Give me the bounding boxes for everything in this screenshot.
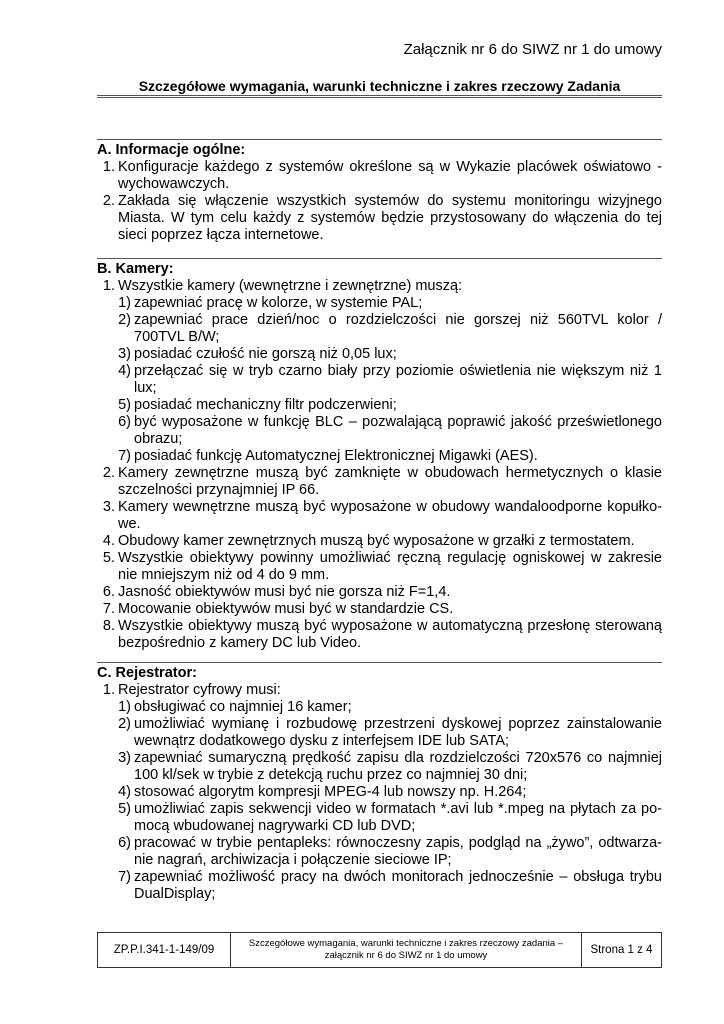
footer-reference: ZP.P.I.341-1-149/09: [98, 933, 231, 967]
list-item: 1. Konfiguracje każdego z systemów określone są w Wykazie placówek oświatowo - wychowawczych.: [102, 159, 662, 192]
section-a: [97, 142, 662, 244]
list-item: 1. Rejestrator cyfrowy musi:: [102, 682, 281, 698]
list-subitem: 1) zapewniać pracę w kolorze, w systemie PAL;: [118, 295, 423, 311]
list-subitem: 3) zapewniać sumaryczną prędkość zapisu dla rozdzielczości 720x576 co najmniej 100 kl/sek w trybie z detekcją ruchu przez co najmniej 30 dni;: [118, 750, 662, 783]
list-subitem: 7) posiadać funkcję Automatycznej Elektronicznej Migawki (AES).: [118, 448, 538, 464]
section-a-heading: A. Informacje ogólne:: [97, 142, 246, 158]
list-item: 4. Obudowy kamer zewnętrznych muszą być wyposażone w grzałki z termostatem.: [102, 533, 635, 549]
list-subitem: 6) być wyposażone w funkcję BLC – pozwalającą poprawić jakość prześwietlonego obrazu;: [118, 414, 662, 447]
list-subitem: 2) umożliwiać wymianę i rozbudowę przestrzeni dyskowej poprzez zainstalowanie wewnątrz dodatkowego dysku z interfejsem IDE lub SATA;: [118, 716, 662, 749]
list-subitem: 7) zapewniać możliwość pracy na dwóch monitorach jednocześnie – obsługa trybu DualDisplay;: [118, 869, 662, 902]
list-item: 1. Wszystkie kamery (wewnętrzne i zewnętrzne) muszą:: [102, 278, 463, 294]
list-subitem: 4) stosować algorytm kompresji MPEG-4 lub nowszy np. H.264;: [118, 784, 527, 800]
section-b-heading: B. Kamery:: [97, 261, 174, 277]
section-c-heading: C. Rejestrator:: [97, 665, 197, 681]
list-item: 3. Kamery wewnętrzne muszą być wyposażone w obudowy wandaloodporne kopułko-we.: [102, 499, 662, 532]
section-b-divider: [97, 258, 662, 259]
attachment-label: Załącznik nr 6 do SIWZ nr 1 do umowy: [403, 41, 662, 58]
list-subitem: 1) obsługiwać co najmniej 16 kamer;: [118, 699, 352, 715]
list-subitem: 3) posiadać czułość nie gorszą niż 0,05 lux;: [118, 346, 397, 362]
document-title: Szczegółowe wymagania, warunki techniczne i zakres rzeczowy Zadania: [138, 78, 621, 94]
list-item: 2. Kamery zewnętrzne muszą być zamknięte w obudowach hermetycznych o klasie szczelności przynajmniej IP 66.: [102, 465, 662, 498]
list-item: 7. Mocowanie obiektywów musi być w standardzie CS.: [102, 601, 454, 617]
page-number: Strona 1 z 4: [590, 944, 653, 956]
list-subitem: 5) posiadać mechaniczny filtr podczerwieni;: [118, 397, 397, 413]
title-divider: [97, 95, 662, 98]
section-c: [97, 665, 662, 903]
list-item: 8. Wszystkie obiektywy muszą być wyposażone w automatyczną przesłonę sterowaną bezpośrednio z kamery DC lub Video.: [102, 618, 662, 651]
list-item: 5. Wszystkie obiektywy powinny umożliwiać ręczną regulację ogniskowej w zakresie nie mniejszym niż od 4 do 9 mm.: [102, 550, 662, 583]
page-footer: [97, 932, 662, 968]
section-b: [97, 261, 662, 652]
list-subitem: 6) pracować w trybie pentapleks: równoczesny zapis, podgląd na „żywo”, odtwarza-nie nagrań, archiwizacja i połączenie sieciowe IP;: [118, 835, 662, 868]
list-subitem: 5) umożliwiać zapis sekwencji video w formatach *.avi lub *.mpeg na płytach za po-mocą wbudowanej nagrywarki CD lub DVD;: [118, 801, 662, 834]
section-c-divider: [97, 662, 662, 663]
list-subitem: 4) przełączać się w tryb czarno biały przy poziomie oświetlenia nie większym niż 1 lux;: [118, 363, 662, 396]
footer-description: Szczegółowe wymagania, warunki techniczne i zakres rzeczowy zadania – załącznik nr 6 do SIWZ nr 1 do umowy: [231, 933, 582, 967]
list-item: 6. Jasność obiektywów musi być nie gorsza niż F=1,4.: [102, 584, 451, 600]
section-a-divider: [97, 139, 662, 140]
list-subitem: 2) zapewniać prace dzień/noc o rozdzielczości nie gorszej niż 560TVL kolor / 700TVL B/W;: [118, 312, 662, 345]
list-item: 2. Zakłada się włączenie wszystkich systemów do systemu monitoringu wizyjnego Miasta. W tym celu każdy z systemów będzie przystosowany do włączenia do tej sieci poprzez łącza internetowe.: [102, 193, 662, 243]
